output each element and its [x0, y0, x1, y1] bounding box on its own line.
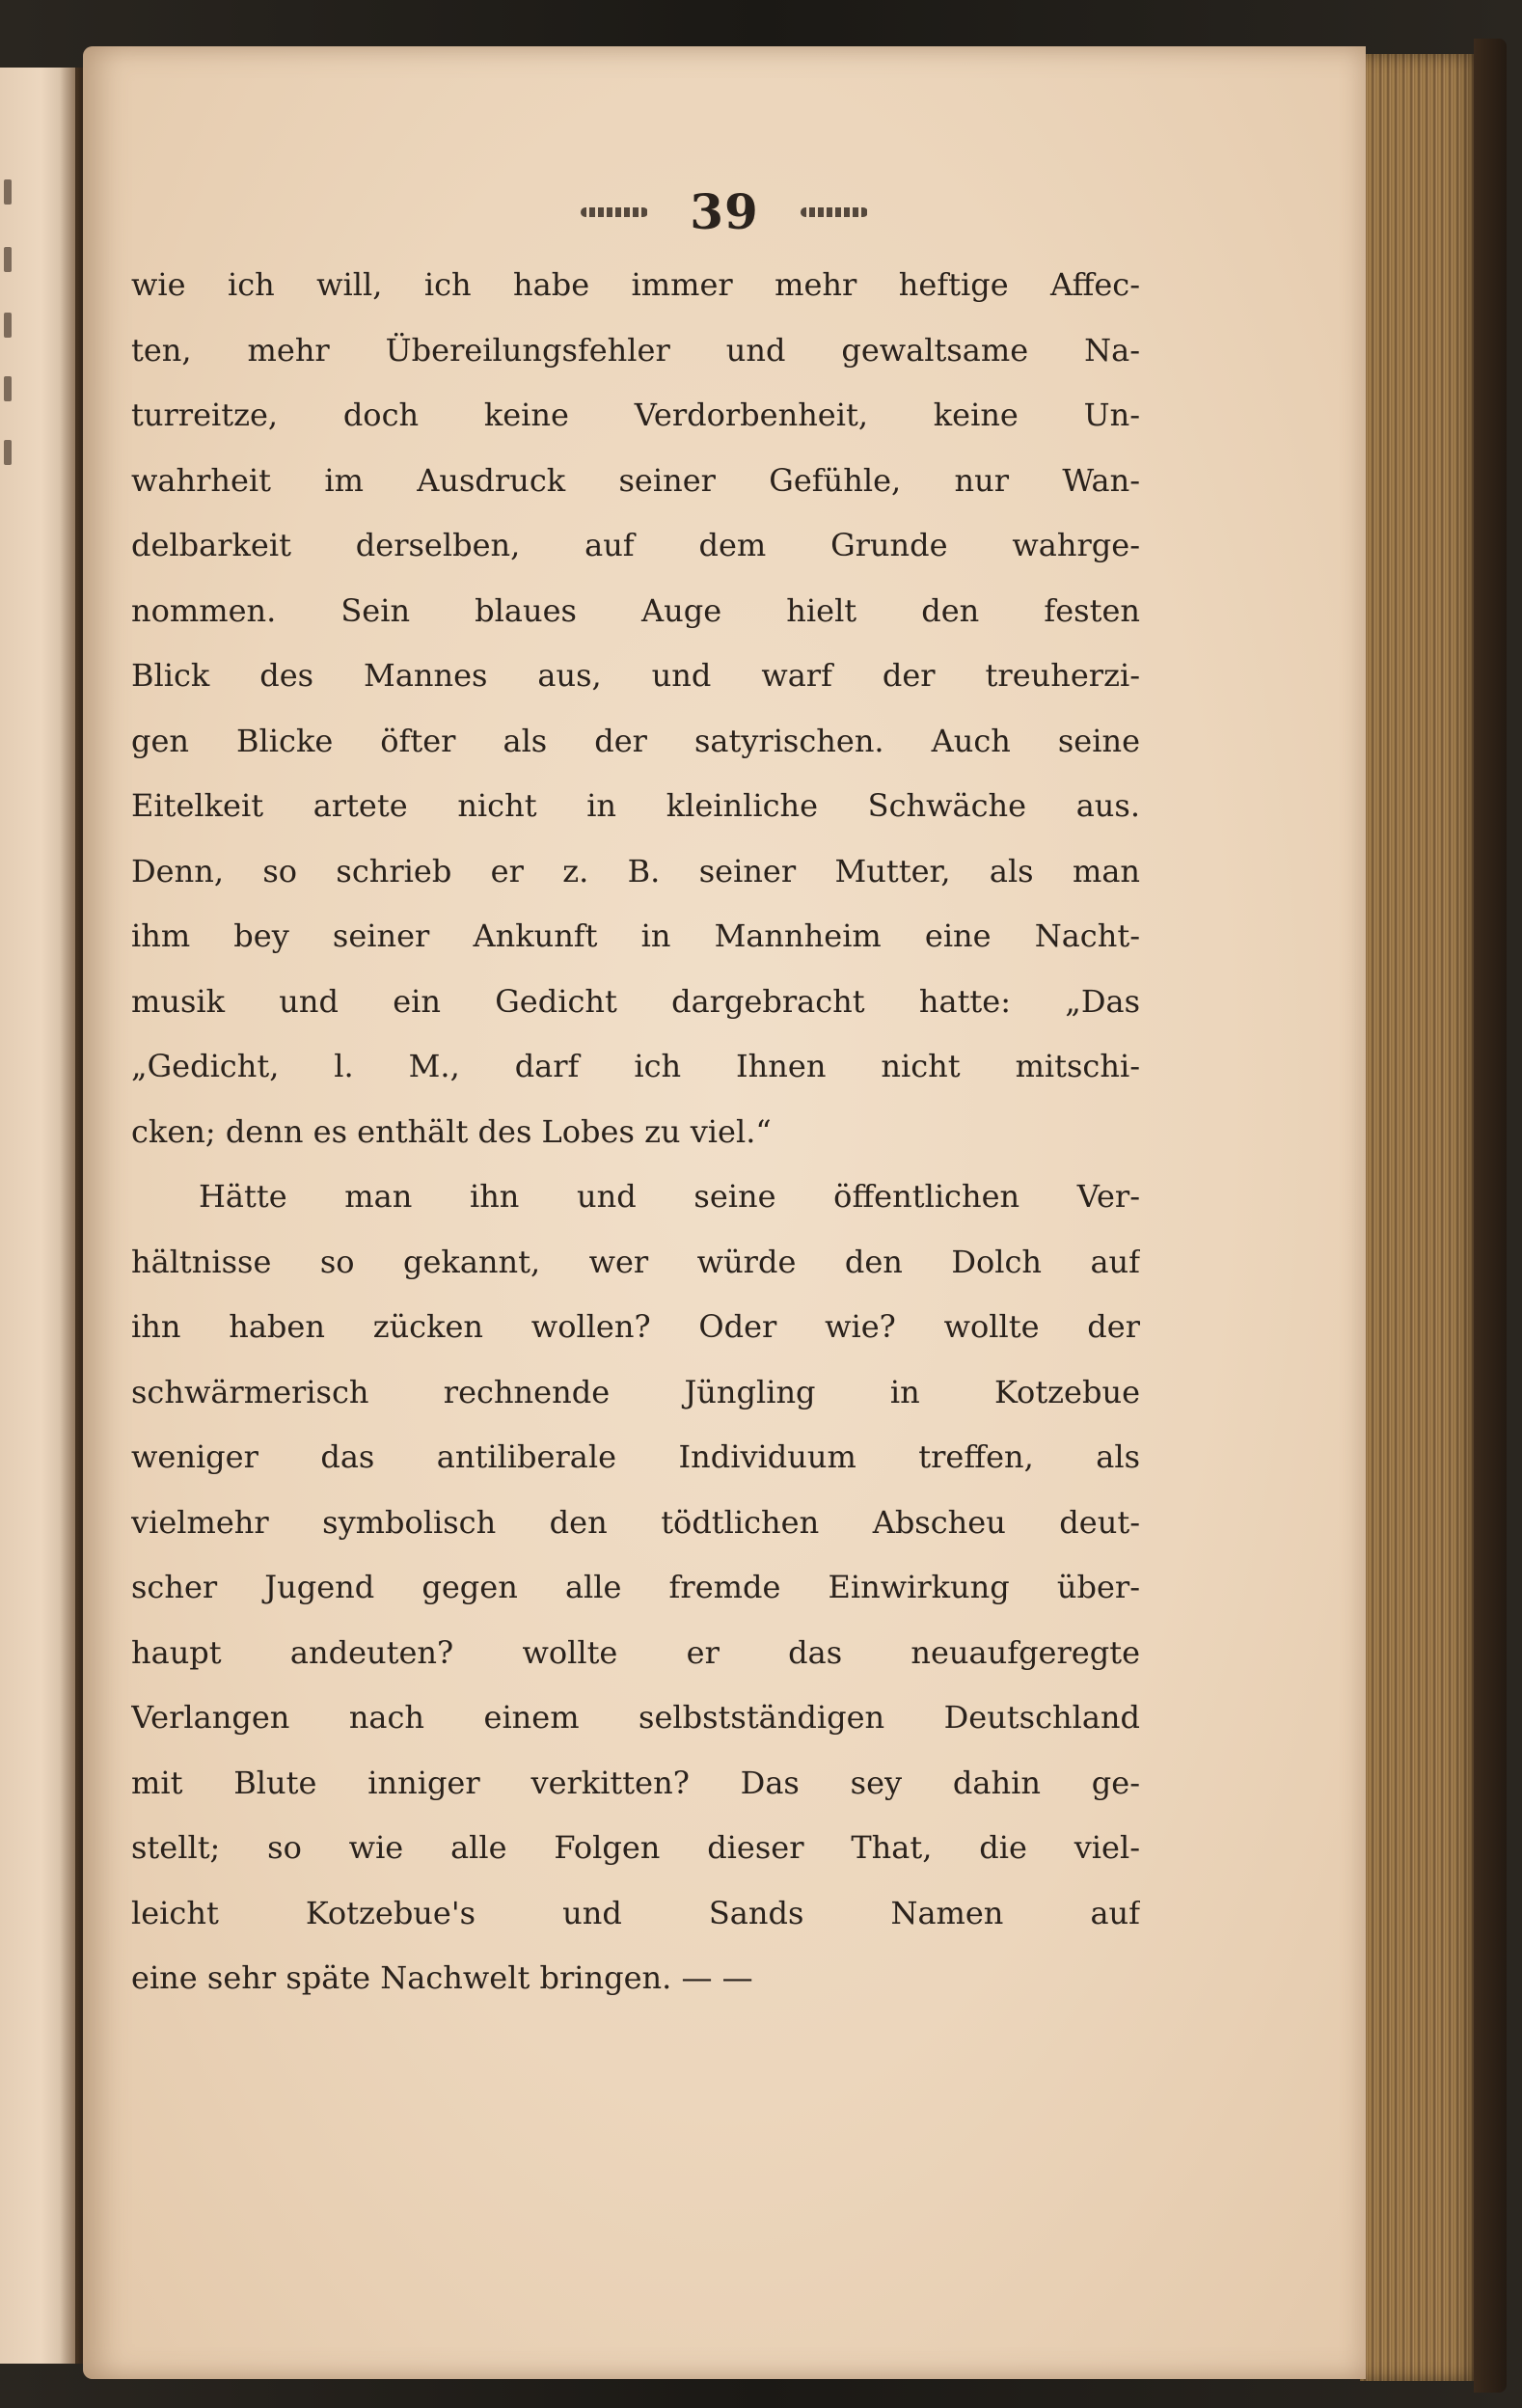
text-line: Hätte man ihn und seine öffentlichen Ver-: [199, 1178, 1140, 1215]
text-fragment: [4, 440, 12, 465]
text-line: ihn haben zücken wollen? Oder wie? wollte der: [131, 1308, 1140, 1345]
text-line: musik und ein Gedicht dargebracht hatte: „Das: [131, 982, 1140, 1020]
ornament-right: [801, 207, 868, 217]
text-line: Eitelkeit artete nicht in kleinliche Schwäche aus.: [131, 787, 1140, 824]
text-line: delbarkeit derselben, auf dem Grunde wahrge-: [131, 527, 1140, 563]
text-line: vielmehr symbolisch den tödtlichen Abscheu deut-: [131, 1503, 1140, 1541]
text-line: leicht Kotzebue's und Sands Namen auf: [131, 1894, 1140, 1931]
text-fragment: [4, 376, 12, 401]
text-line: scher Jugend gegen alle fremde Einwirkung über-: [131, 1569, 1140, 1605]
body-text: [131, 253, 1140, 2011]
text-line: Denn, so schrieb er z. B. seiner Mutter, als man: [131, 852, 1140, 889]
text-fragment: [4, 247, 12, 272]
page-header: [83, 183, 1366, 241]
text-line: „Gedicht, l. M., darf ich Ihnen nicht mitschi-: [131, 1048, 1140, 1084]
text-line: wahrheit im Ausdruck seiner Gefühle, nur Wan-: [131, 461, 1140, 499]
text-line: wie ich will, ich habe immer mehr heftige Affec-: [131, 266, 1140, 303]
text-line: ten, mehr Übereilungsfehler und gewaltsame Na-: [131, 331, 1140, 369]
text-fragment: [4, 313, 12, 338]
ornament-left: [581, 207, 648, 217]
text-line: mit Blute inniger verkitten? Das sey dahin ge-: [131, 1764, 1140, 1801]
text-line: Blick des Mannes aus, und warf der treuherzi-: [131, 657, 1140, 694]
text-line: hältnisse so gekannt, wer würde den Dolch auf: [131, 1243, 1140, 1280]
text-line: nommen. Sein blaues Auge hielt den festen: [131, 591, 1140, 629]
text-line: weniger das antiliberale Individuum treffen, als: [131, 1438, 1140, 1475]
page-number: 39: [690, 183, 759, 240]
text-line: schwärmerisch rechnende Jüngling in Kotzebue: [131, 1373, 1140, 1410]
text-line: Verlangen nach einem selbstständigen Deutschland: [131, 1699, 1140, 1736]
text-line: eine sehr späte Nachwelt bringen. — —: [131, 1959, 753, 1996]
text-line: turreitze, doch keine Verdorbenheit, keine Un-: [131, 397, 1140, 433]
text-line: haupt andeuten? wollte er das neuaufgeregte: [131, 1633, 1140, 1671]
text-fragment: [4, 179, 12, 205]
page-block-edge: [1360, 54, 1483, 2381]
text-line: ihm bey seiner Ankunft in Mannheim eine Nacht-: [131, 917, 1140, 954]
text-line: stellt; so wie alle Folgen dieser That, die viel-: [131, 1829, 1140, 1866]
text-line: gen Blicke öfter als der satyrischen. Auch seine: [131, 722, 1140, 759]
book-cover: [1474, 39, 1507, 2393]
text-line: cken; denn es enthält des Lobes zu viel.“: [131, 1112, 772, 1150]
